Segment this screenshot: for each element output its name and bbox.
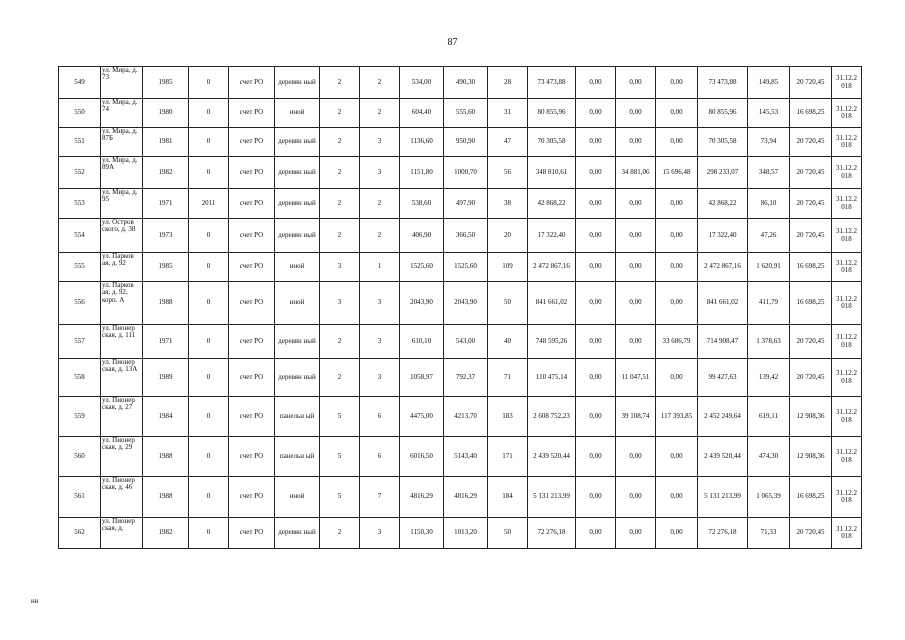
cell-total-area: 1150,30 (400, 518, 444, 549)
cell-floors: 5 (320, 477, 360, 518)
cell-wall-material: панельн ый (275, 397, 320, 437)
cell-cost-region: 0,00 (616, 325, 656, 359)
cell-cost-region: 0,00 (616, 189, 656, 219)
cell-row-number: 552 (59, 157, 101, 189)
cell-unit-cost: 348,57 (748, 157, 790, 189)
cell-built-year: 1985 (143, 67, 189, 99)
cell-total-area: 406,90 (400, 219, 444, 253)
cell-total-cost: 70 305,58 (528, 128, 576, 157)
cell-deadline: 31.12.2 018 (832, 359, 862, 397)
cell-address: ул. Парков ая, д. 92 (101, 253, 143, 282)
cell-reconstruction-year: 0 (189, 518, 229, 549)
cell-wall-material: панельн ый (275, 437, 320, 477)
cell-floors: 5 (320, 397, 360, 437)
cell-entrances: 6 (360, 437, 400, 477)
cell-cost-owners: 73 473,88 (698, 67, 748, 99)
cell-residents: 71 (488, 359, 528, 397)
cell-max-unit-cost: 16 698,25 (790, 282, 832, 325)
cell-unit-cost: 86,10 (748, 189, 790, 219)
cell-unit-cost: 47,26 (748, 219, 790, 253)
cell-total-cost: 2 608 752,23 (528, 397, 576, 437)
cell-wall-material: деревян ный (275, 128, 320, 157)
cell-residents: 50 (488, 518, 528, 549)
cell-cost-local: 0,00 (656, 437, 698, 477)
cell-total-area: 6016,50 (400, 437, 444, 477)
cell-fund-method: счет РО (229, 67, 275, 99)
cell-reconstruction-year: 2011 (189, 189, 229, 219)
cell-residents: 40 (488, 325, 528, 359)
cell-row-number: 551 (59, 128, 101, 157)
cell-total-cost: 2 439 520,44 (528, 437, 576, 477)
cell-address: ул. Пионер ская, д. 46 (101, 477, 143, 518)
cell-deadline: 31.12.2 018 (832, 99, 862, 128)
cell-unit-cost: 1 065,39 (748, 477, 790, 518)
cell-cost-fund: 0,00 (576, 518, 616, 549)
cell-cost-fund: 0,00 (576, 253, 616, 282)
cell-residents: 38 (488, 189, 528, 219)
cell-cost-local: 33 686,79 (656, 325, 698, 359)
cell-floors: 2 (320, 189, 360, 219)
cell-wall-material: иной (275, 282, 320, 325)
cell-cost-local: 0,00 (656, 359, 698, 397)
cell-total-cost: 748 595,26 (528, 325, 576, 359)
cell-living-area: 4213,70 (444, 397, 488, 437)
cell-cost-region: 34 881,06 (616, 157, 656, 189)
cell-fund-method: счет РО (229, 99, 275, 128)
cell-living-area: 1000,70 (444, 157, 488, 189)
cell-unit-cost: 149,85 (748, 67, 790, 99)
cell-wall-material: деревян ный (275, 67, 320, 99)
cell-cost-fund: 0,00 (576, 157, 616, 189)
housing-repair-table (58, 66, 862, 549)
cell-reconstruction-year: 0 (189, 99, 229, 128)
cell-entrances: 3 (360, 325, 400, 359)
cell-cost-local: 0,00 (656, 67, 698, 99)
footer-mark: нн (31, 597, 39, 605)
cell-wall-material: деревян ный (275, 219, 320, 253)
cell-unit-cost: 1 378,63 (748, 325, 790, 359)
cell-total-area: 534,00 (400, 67, 444, 99)
cell-cost-local: 0,00 (656, 253, 698, 282)
cell-cost-region: 0,00 (616, 219, 656, 253)
cell-reconstruction-year: 0 (189, 397, 229, 437)
cell-reconstruction-year: 0 (189, 437, 229, 477)
cell-cost-region: 0,00 (616, 99, 656, 128)
cell-total-cost: 17 322,40 (528, 219, 576, 253)
table-row (59, 282, 862, 325)
table-row (59, 219, 862, 253)
cell-living-area: 1013,20 (444, 518, 488, 549)
cell-total-cost: 348 810,61 (528, 157, 576, 189)
cell-total-cost: 110 475,14 (528, 359, 576, 397)
cell-living-area: 490,30 (444, 67, 488, 99)
cell-living-area: 1525,60 (444, 253, 488, 282)
cell-entrances: 3 (360, 282, 400, 325)
cell-total-cost: 42 868,22 (528, 189, 576, 219)
cell-cost-local: 0,00 (656, 518, 698, 549)
cell-cost-fund: 0,00 (576, 477, 616, 518)
cell-reconstruction-year: 0 (189, 128, 229, 157)
cell-address: ул. Мира, д. 73 (101, 67, 143, 99)
cell-address: ул. Мира, д. 87Б (101, 128, 143, 157)
cell-cost-owners: 2 439 520,44 (698, 437, 748, 477)
cell-entrances: 6 (360, 397, 400, 437)
cell-cost-region: 0,00 (616, 518, 656, 549)
cell-total-area: 1525,60 (400, 253, 444, 282)
cell-deadline: 31.12.2 018 (832, 282, 862, 325)
cell-total-cost: 72 276,18 (528, 518, 576, 549)
cell-total-area: 4475,00 (400, 397, 444, 437)
cell-row-number: 559 (59, 397, 101, 437)
cell-address: ул. Пионер ская, д. 29 (101, 437, 143, 477)
cell-built-year: 1985 (143, 253, 189, 282)
cell-wall-material: деревян ный (275, 157, 320, 189)
table-row (59, 189, 862, 219)
cell-total-area: 2043,90 (400, 282, 444, 325)
cell-total-cost: 841 661,02 (528, 282, 576, 325)
cell-reconstruction-year: 0 (189, 67, 229, 99)
cell-row-number: 550 (59, 99, 101, 128)
cell-total-area: 538,60 (400, 189, 444, 219)
cell-wall-material: деревян ный (275, 325, 320, 359)
cell-entrances: 2 (360, 67, 400, 99)
cell-wall-material: иной (275, 99, 320, 128)
cell-built-year: 1980 (143, 99, 189, 128)
cell-total-cost: 5 131 213,99 (528, 477, 576, 518)
cell-unit-cost: 619,11 (748, 397, 790, 437)
cell-deadline: 31.12.2 018 (832, 477, 862, 518)
cell-row-number: 558 (59, 359, 101, 397)
cell-reconstruction-year: 0 (189, 477, 229, 518)
cell-unit-cost: 1 620,91 (748, 253, 790, 282)
table-row (59, 99, 862, 128)
cell-row-number: 557 (59, 325, 101, 359)
cell-residents: 47 (488, 128, 528, 157)
cell-cost-fund: 0,00 (576, 437, 616, 477)
cell-living-area: 4816,29 (444, 477, 488, 518)
cell-fund-method: счет РО (229, 437, 275, 477)
cell-fund-method: счет РО (229, 518, 275, 549)
cell-residents: 20 (488, 219, 528, 253)
cell-address: ул. Парков ая, д. 92, корп. А (101, 282, 143, 325)
cell-deadline: 31.12.2 018 (832, 219, 862, 253)
cell-cost-fund: 0,00 (576, 99, 616, 128)
cell-row-number: 556 (59, 282, 101, 325)
cell-deadline: 31.12.2 018 (832, 253, 862, 282)
cell-fund-method: счет РО (229, 128, 275, 157)
cell-reconstruction-year: 0 (189, 253, 229, 282)
cell-built-year: 1982 (143, 518, 189, 549)
cell-cost-local: 0,00 (656, 189, 698, 219)
cell-address: ул. Мира, д. 74 (101, 99, 143, 128)
cell-living-area: 5143,40 (444, 437, 488, 477)
cell-cost-fund: 0,00 (576, 189, 616, 219)
cell-entrances: 2 (360, 219, 400, 253)
cell-fund-method: счет РО (229, 253, 275, 282)
cell-residents: 56 (488, 157, 528, 189)
cell-max-unit-cost: 20 720,45 (790, 67, 832, 99)
cell-wall-material: деревян ный (275, 359, 320, 397)
cell-cost-owners: 80 855,96 (698, 99, 748, 128)
cell-living-area: 950,90 (444, 128, 488, 157)
cell-cost-owners: 298 233,07 (698, 157, 748, 189)
cell-cost-owners: 841 661,02 (698, 282, 748, 325)
cell-cost-local: 15 696,48 (656, 157, 698, 189)
cell-floors: 2 (320, 157, 360, 189)
cell-address: ул. Мира, д. 89А (101, 157, 143, 189)
cell-row-number: 554 (59, 219, 101, 253)
cell-max-unit-cost: 20 720,45 (790, 359, 832, 397)
cell-max-unit-cost: 16 698,25 (790, 253, 832, 282)
cell-entrances: 3 (360, 157, 400, 189)
cell-cost-local: 0,00 (656, 282, 698, 325)
cell-unit-cost: 71,33 (748, 518, 790, 549)
cell-wall-material: иной (275, 253, 320, 282)
cell-cost-fund: 0,00 (576, 67, 616, 99)
cell-total-area: 1151,80 (400, 157, 444, 189)
cell-cost-region: 0,00 (616, 477, 656, 518)
cell-reconstruction-year: 0 (189, 325, 229, 359)
table-row (59, 67, 862, 99)
cell-residents: 50 (488, 282, 528, 325)
cell-living-area: 555,60 (444, 99, 488, 128)
cell-entrances: 7 (360, 477, 400, 518)
cell-deadline: 31.12.2 018 (832, 189, 862, 219)
cell-max-unit-cost: 20 720,45 (790, 157, 832, 189)
cell-built-year: 1971 (143, 325, 189, 359)
cell-entrances: 1 (360, 253, 400, 282)
cell-floors: 2 (320, 325, 360, 359)
cell-living-area: 497,90 (444, 189, 488, 219)
cell-floors: 2 (320, 518, 360, 549)
cell-residents: 31 (488, 99, 528, 128)
cell-fund-method: счет РО (229, 189, 275, 219)
cell-cost-region: 0,00 (616, 128, 656, 157)
cell-max-unit-cost: 20 720,45 (790, 219, 832, 253)
cell-total-area: 4816,29 (400, 477, 444, 518)
cell-row-number: 555 (59, 253, 101, 282)
cell-max-unit-cost: 12 908,36 (790, 397, 832, 437)
cell-cost-fund: 0,00 (576, 325, 616, 359)
cell-max-unit-cost: 16 698,25 (790, 99, 832, 128)
cell-max-unit-cost: 12 908,36 (790, 437, 832, 477)
cell-row-number: 560 (59, 437, 101, 477)
cell-built-year: 1988 (143, 282, 189, 325)
cell-wall-material: иной (275, 477, 320, 518)
cell-built-year: 1982 (143, 157, 189, 189)
cell-deadline: 31.12.2 018 (832, 437, 862, 477)
cell-address: ул. Пионер ская, д. (101, 518, 143, 549)
cell-cost-fund: 0,00 (576, 128, 616, 157)
cell-built-year: 1988 (143, 437, 189, 477)
cell-max-unit-cost: 20 720,45 (790, 189, 832, 219)
cell-row-number: 561 (59, 477, 101, 518)
cell-built-year: 1988 (143, 477, 189, 518)
cell-max-unit-cost: 20 720,45 (790, 128, 832, 157)
cell-max-unit-cost: 16 698,25 (790, 477, 832, 518)
cell-unit-cost: 139,42 (748, 359, 790, 397)
cell-deadline: 31.12.2 018 (832, 157, 862, 189)
cell-floors: 5 (320, 437, 360, 477)
cell-deadline: 31.12.2 018 (832, 397, 862, 437)
table-row (59, 253, 862, 282)
cell-cost-region: 0,00 (616, 253, 656, 282)
cell-reconstruction-year: 0 (189, 282, 229, 325)
cell-cost-region: 0,00 (616, 282, 656, 325)
cell-cost-local: 0,00 (656, 99, 698, 128)
cell-residents: 171 (488, 437, 528, 477)
cell-address: ул. Пионер ская, д. 13А (101, 359, 143, 397)
cell-living-area: 2043,90 (444, 282, 488, 325)
cell-unit-cost: 474,30 (748, 437, 790, 477)
table-row (59, 477, 862, 518)
cell-floors: 2 (320, 359, 360, 397)
cell-reconstruction-year: 0 (189, 359, 229, 397)
cell-fund-method: счет РО (229, 219, 275, 253)
cell-deadline: 31.12.2 018 (832, 325, 862, 359)
cell-total-area: 604,40 (400, 99, 444, 128)
table-row (59, 518, 862, 549)
cell-cost-owners: 99 427,63 (698, 359, 748, 397)
cell-reconstruction-year: 0 (189, 157, 229, 189)
cell-cost-region: 11 047,51 (616, 359, 656, 397)
cell-deadline: 31.12.2 018 (832, 518, 862, 549)
cell-cost-owners: 42 868,22 (698, 189, 748, 219)
cell-fund-method: счет РО (229, 397, 275, 437)
cell-built-year: 1989 (143, 359, 189, 397)
cell-cost-local: 0,00 (656, 219, 698, 253)
cell-fund-method: счет РО (229, 325, 275, 359)
cell-residents: 28 (488, 67, 528, 99)
cell-floors: 2 (320, 99, 360, 128)
cell-entrances: 3 (360, 518, 400, 549)
cell-built-year: 1981 (143, 128, 189, 157)
cell-address: ул. Пионер ская, д. 111 (101, 325, 143, 359)
cell-entrances: 3 (360, 128, 400, 157)
cell-cost-owners: 2 452 249,64 (698, 397, 748, 437)
cell-cost-local: 0,00 (656, 128, 698, 157)
cell-reconstruction-year: 0 (189, 219, 229, 253)
cell-entrances: 2 (360, 99, 400, 128)
cell-floors: 2 (320, 219, 360, 253)
table-row (59, 437, 862, 477)
cell-deadline: 31.12.2 018 (832, 67, 862, 99)
cell-cost-fund: 0,00 (576, 219, 616, 253)
cell-deadline: 31.12.2 018 (832, 128, 862, 157)
cell-cost-owners: 17 322,40 (698, 219, 748, 253)
cell-row-number: 562 (59, 518, 101, 549)
cell-living-area: 792,37 (444, 359, 488, 397)
cell-max-unit-cost: 20 720,45 (790, 325, 832, 359)
cell-address: ул. Остров ского, д. 38 (101, 219, 143, 253)
cell-cost-owners: 72 276,18 (698, 518, 748, 549)
cell-floors: 2 (320, 128, 360, 157)
cell-cost-fund: 0,00 (576, 359, 616, 397)
cell-fund-method: счет РО (229, 282, 275, 325)
table-row (59, 157, 862, 189)
cell-floors: 2 (320, 67, 360, 99)
cell-floors: 3 (320, 253, 360, 282)
table-row (59, 128, 862, 157)
cell-residents: 184 (488, 477, 528, 518)
cell-wall-material: деревян ный (275, 518, 320, 549)
cell-unit-cost: 411,79 (748, 282, 790, 325)
cell-entrances: 3 (360, 359, 400, 397)
cell-living-area: 366,50 (444, 219, 488, 253)
cell-wall-material: деревян ный (275, 189, 320, 219)
cell-residents: 109 (488, 253, 528, 282)
cell-total-cost: 73 473,88 (528, 67, 576, 99)
page-number: 87 (447, 37, 458, 48)
cell-fund-method: счет РО (229, 157, 275, 189)
cell-cost-region: 39 108,74 (616, 397, 656, 437)
cell-cost-owners: 5 131 213,99 (698, 477, 748, 518)
cell-fund-method: счет РО (229, 477, 275, 518)
cell-cost-owners: 70 305,58 (698, 128, 748, 157)
cell-cost-fund: 0,00 (576, 282, 616, 325)
cell-row-number: 549 (59, 67, 101, 99)
cell-total-cost: 80 855,96 (528, 99, 576, 128)
table-row (59, 325, 862, 359)
cell-row-number: 553 (59, 189, 101, 219)
cell-built-year: 1973 (143, 219, 189, 253)
cell-floors: 3 (320, 282, 360, 325)
cell-max-unit-cost: 20 720,45 (790, 518, 832, 549)
cell-cost-owners: 2 472 867,16 (698, 253, 748, 282)
cell-cost-fund: 0,00 (576, 397, 616, 437)
cell-fund-method: счет РО (229, 359, 275, 397)
cell-total-area: 1136,60 (400, 128, 444, 157)
cell-unit-cost: 73,94 (748, 128, 790, 157)
cell-cost-local: 117 393,85 (656, 397, 698, 437)
cell-address: ул. Пионер ская, д. 27 (101, 397, 143, 437)
cell-built-year: 1984 (143, 397, 189, 437)
cell-total-area: 1058,97 (400, 359, 444, 397)
cell-total-cost: 2 472 867,16 (528, 253, 576, 282)
table-row (59, 397, 862, 437)
cell-unit-cost: 145,53 (748, 99, 790, 128)
cell-built-year: 1971 (143, 189, 189, 219)
cell-cost-region: 0,00 (616, 437, 656, 477)
cell-cost-owners: 714 908,47 (698, 325, 748, 359)
cell-total-area: 610,10 (400, 325, 444, 359)
cell-living-area: 543,00 (444, 325, 488, 359)
cell-cost-local: 0,00 (656, 477, 698, 518)
cell-residents: 183 (488, 397, 528, 437)
cell-entrances: 2 (360, 189, 400, 219)
cell-cost-region: 0,00 (616, 67, 656, 99)
table-row (59, 359, 862, 397)
cell-address: ул. Мира, д. 95 (101, 189, 143, 219)
